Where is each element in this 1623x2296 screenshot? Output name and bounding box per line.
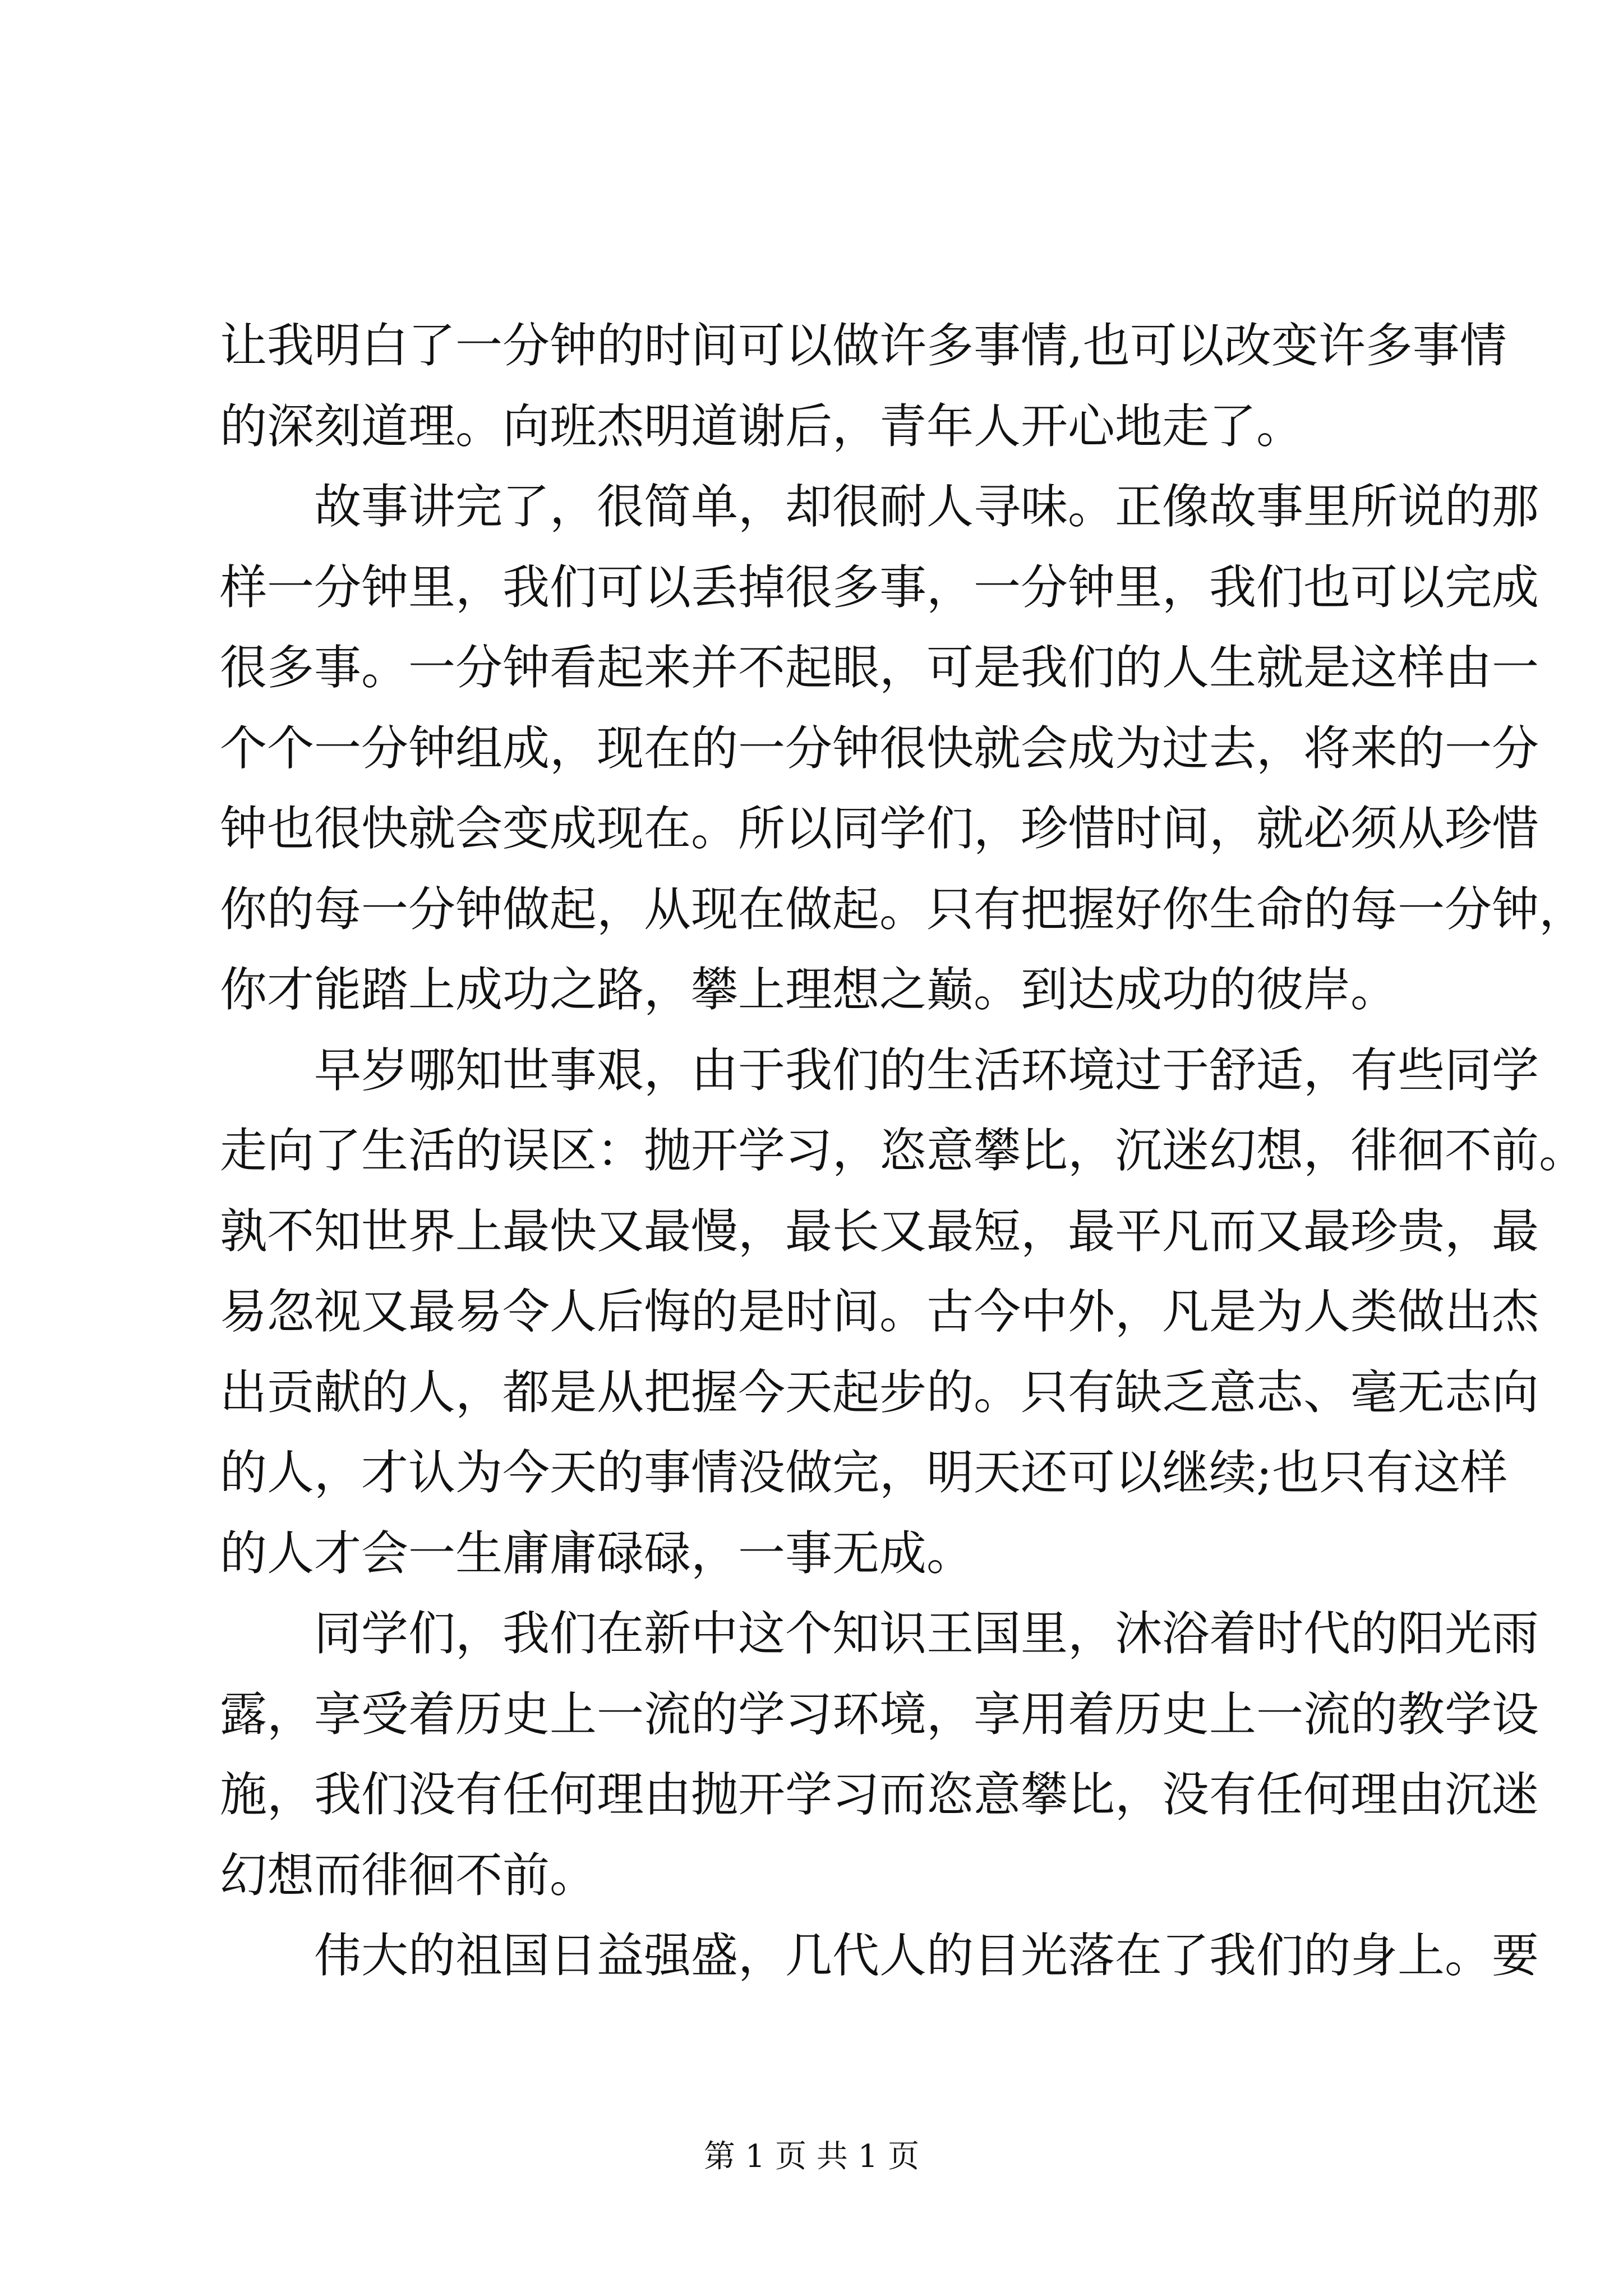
text-line: 的人才会一生庸庸碌碌，一事无成。 [220,1525,974,1581]
text-line: 露，享受着历史上一流的学习环境，享用着历史上一流的教学设 [220,1686,1539,1742]
text-line: 让我明白了一分钟的时间可以做许多事情,也可以改变许多事情 [220,318,1507,373]
body-text [220,306,1587,1996]
text-line: 早岁哪知世事艰，由于我们的生活环境过于舒适，有些同学 [314,1042,1539,1098]
text-line: 伟大的祖国日益强盛，几代人的目光落在了我们的身上。要 [314,1928,1539,1983]
text-line: 施，我们没有任何理由抛开学习而恣意攀比，没有任何理由沉迷 [220,1767,1539,1822]
text-line: 个个一分钟组成，现在的一分钟很快就会成为过去，将来的一分 [220,720,1539,776]
text-line: 很多事。一分钟看起来并不起眼，可是我们的人生就是这样由一 [220,640,1539,695]
text-line: 的人，才认为今天的事情没做完，明天还可以继续;也只有这样 [220,1445,1508,1500]
text-line: 样一分钟里，我们可以丢掉很多事，一分钟里，我们也可以完成 [220,559,1539,615]
text-line: 同学们，我们在新中这个知识王国里，沐浴着时代的阳光雨 [314,1606,1539,1661]
text-line: 钟也很快就会变成现在。所以同学们，珍惜时间，就必须从珍惜 [220,801,1539,856]
text-line: 易忽视又最易令人后悔的是时间。古今中外，凡是为人类做出杰 [220,1284,1539,1339]
page-footer: 第 1 页 共 1 页 [703,2138,920,2175]
text-line: 你的每一分钟做起，从现在做起。只有把握好你生命的每一分钟， [220,881,1587,937]
text-line: 孰不知世界上最快又最慢，最长又最短，最平凡而又最珍贵，最 [220,1203,1539,1259]
text-line: 幻想而徘徊不前。 [220,1847,597,1903]
text-line: 走向了生活的误区：抛开学习，恣意攀比，沉迷幻想，徘徊不前。 [220,1123,1587,1178]
text-line: 出贡献的人，都是从把握今天起步的。只有缺乏意志、毫无志向 [220,1364,1539,1420]
text-line: 故事讲完了，很简单，却很耐人寻味。正像故事里所说的那 [314,479,1539,534]
text-line: 你才能踏上成功之路，攀上理想之巅。到达成功的彼岸。 [220,962,1398,1017]
text-line: 的深刻道理。向班杰明道谢后，青年人开心地走了。 [220,398,1304,454]
